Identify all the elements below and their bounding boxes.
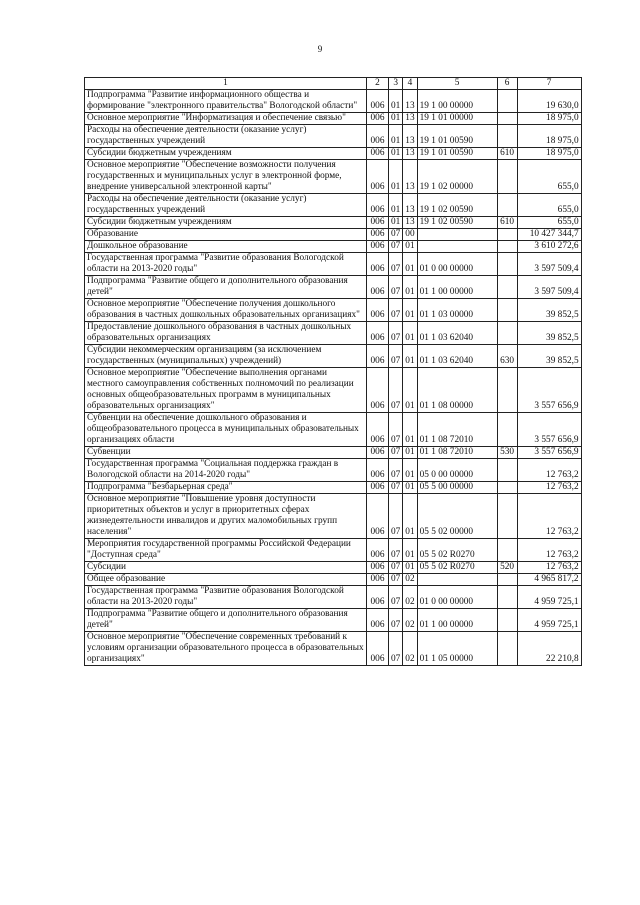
row-target-article: 19 1 02 00590 xyxy=(417,217,497,229)
row-ministry-code: 006 xyxy=(367,113,389,125)
row-amount: 22 210,8 xyxy=(517,632,581,666)
row-subsection-code: 13 xyxy=(403,113,417,125)
row-target-article: 05 5 00 00000 xyxy=(417,482,497,494)
row-target-article: 19 1 02 00590 xyxy=(417,194,497,217)
row-section-code: 07 xyxy=(389,229,403,241)
row-expense-type xyxy=(497,609,517,632)
row-expense-type xyxy=(497,586,517,609)
row-expense-type xyxy=(497,322,517,345)
row-name: Предоставление дошкольного образования в частных дошкольных образовательных организациях xyxy=(85,322,367,345)
row-target-article: 01 0 00 00000 xyxy=(417,253,497,276)
row-target-article: 19 1 00 00000 xyxy=(417,90,497,113)
table-row xyxy=(85,322,582,345)
row-ministry-code: 006 xyxy=(367,562,389,574)
row-expense-type xyxy=(497,229,517,241)
row-target-article: 05 0 00 00000 xyxy=(417,459,497,482)
row-name: Государственная программа "Развитие образования Вологодской области на 2013-2020 годы" xyxy=(85,253,367,276)
table-row xyxy=(85,562,582,574)
row-expense-type: 530 xyxy=(497,447,517,459)
row-subsection-code: 01 xyxy=(403,494,417,539)
table-row xyxy=(85,368,582,413)
row-section-code: 07 xyxy=(389,322,403,345)
row-expense-type: 610 xyxy=(497,148,517,160)
row-name: Основное мероприятие "Обеспечение выполнения органами местного самоуправления собственных полномочий по реализации основных общеобразовательных программ в муниципальных образовательных организациях" xyxy=(85,368,367,413)
row-section-code: 07 xyxy=(389,241,403,253)
row-target-article: 01 1 08 72010 xyxy=(417,447,497,459)
row-section-code: 07 xyxy=(389,586,403,609)
row-expense-type xyxy=(497,90,517,113)
row-expense-type xyxy=(497,125,517,148)
row-target-article: 01 1 00 00000 xyxy=(417,276,497,299)
row-subsection-code: 01 xyxy=(403,562,417,574)
table-row xyxy=(85,632,582,666)
row-expense-type xyxy=(497,632,517,666)
row-ministry-code: 006 xyxy=(367,217,389,229)
budget-table xyxy=(84,77,582,666)
row-target-article: 01 1 00 00000 xyxy=(417,609,497,632)
row-ministry-code: 006 xyxy=(367,160,389,194)
row-name: Субсидии бюджетным учреждениям xyxy=(85,217,367,229)
row-subsection-code: 01 xyxy=(403,413,417,447)
table-row xyxy=(85,125,582,148)
row-ministry-code: 006 xyxy=(367,125,389,148)
row-amount: 18 975,0 xyxy=(517,125,581,148)
row-expense-type xyxy=(497,253,517,276)
row-amount: 3 557 656,9 xyxy=(517,413,581,447)
row-subsection-code: 01 xyxy=(403,299,417,322)
page-number: 9 xyxy=(317,44,323,54)
row-expense-type: 520 xyxy=(497,562,517,574)
table-row xyxy=(85,494,582,539)
row-name: Образование xyxy=(85,229,367,241)
row-expense-type xyxy=(497,276,517,299)
table-row xyxy=(85,574,582,586)
row-amount: 39 852,5 xyxy=(517,299,581,322)
row-name: Основное мероприятие "Обеспечение возможности получения государственных и муниципальных услуг в электронной форме, внедрение универсальной электронной карты" xyxy=(85,160,367,194)
row-amount: 3 557 656,9 xyxy=(517,447,581,459)
row-name: Субсидии xyxy=(85,562,367,574)
row-section-code: 01 xyxy=(389,217,403,229)
row-amount: 3 597 509,4 xyxy=(517,276,581,299)
row-ministry-code: 006 xyxy=(367,148,389,160)
row-ministry-code: 006 xyxy=(367,494,389,539)
row-ministry-code: 006 xyxy=(367,482,389,494)
row-target-article: 01 1 08 00000 xyxy=(417,368,497,413)
table-row xyxy=(85,539,582,562)
row-section-code: 01 xyxy=(389,194,403,217)
row-ministry-code: 006 xyxy=(367,229,389,241)
row-subsection-code: 13 xyxy=(403,125,417,148)
row-target-article xyxy=(417,229,497,241)
row-target-article: 05 5 02 R0270 xyxy=(417,539,497,562)
row-section-code: 07 xyxy=(389,299,403,322)
row-name: Основное мероприятие "Обеспечение современных требований к условиям организации образовательного процесса в образовательных организациях" xyxy=(85,632,367,666)
row-subsection-code: 01 xyxy=(403,345,417,368)
table-row xyxy=(85,413,582,447)
row-target-article: 01 0 00 00000 xyxy=(417,586,497,609)
row-amount: 655,0 xyxy=(517,160,581,194)
row-ministry-code: 006 xyxy=(367,194,389,217)
row-target-article: 01 1 03 62040 xyxy=(417,322,497,345)
row-ministry-code: 006 xyxy=(367,609,389,632)
row-target-article: 19 1 02 00000 xyxy=(417,160,497,194)
row-subsection-code: 01 xyxy=(403,253,417,276)
row-amount: 12 763,2 xyxy=(517,562,581,574)
row-target-article: 01 1 03 00000 xyxy=(417,299,497,322)
row-name: Подпрограмма "Развитие информационного общества и формирование "электронного правительства" Вологодской области" xyxy=(85,90,367,113)
row-amount: 4 959 725,1 xyxy=(517,609,581,632)
row-section-code: 07 xyxy=(389,345,403,368)
row-amount: 4 965 817,2 xyxy=(517,574,581,586)
row-section-code: 07 xyxy=(389,368,403,413)
table-row xyxy=(85,447,582,459)
row-target-article: 01 1 03 62040 xyxy=(417,345,497,368)
row-ministry-code: 006 xyxy=(367,413,389,447)
column-header: 2 xyxy=(367,78,389,90)
row-subsection-code: 02 xyxy=(403,586,417,609)
row-section-code: 07 xyxy=(389,632,403,666)
row-section-code: 01 xyxy=(389,113,403,125)
row-subsection-code: 02 xyxy=(403,632,417,666)
table-header-row xyxy=(85,78,582,90)
row-target-article: 19 1 01 00000 xyxy=(417,113,497,125)
row-expense-type xyxy=(497,459,517,482)
row-ministry-code: 006 xyxy=(367,632,389,666)
table-row xyxy=(85,229,582,241)
row-name: Основное мероприятие "Повышение уровня доступности приоритетных объектов и услуг в приоритетных сферах жизнедеятельности инвалидов и других маломобильных групп населения" xyxy=(85,494,367,539)
row-amount: 19 630,0 xyxy=(517,90,581,113)
row-amount: 18 975,0 xyxy=(517,148,581,160)
row-expense-type xyxy=(497,160,517,194)
row-ministry-code: 006 xyxy=(367,253,389,276)
row-target-article: 19 1 01 00590 xyxy=(417,125,497,148)
row-subsection-code: 01 xyxy=(403,459,417,482)
row-section-code: 07 xyxy=(389,609,403,632)
table-row xyxy=(85,253,582,276)
table-row xyxy=(85,586,582,609)
row-amount: 4 959 725,1 xyxy=(517,586,581,609)
row-amount: 12 763,2 xyxy=(517,482,581,494)
row-amount: 18 975,0 xyxy=(517,113,581,125)
column-header: 3 xyxy=(389,78,403,90)
table-row xyxy=(85,217,582,229)
row-name: Субвенции xyxy=(85,447,367,459)
row-name: Субсидии некоммерческим организациям (за исключением государственных (муниципальных) учреждений) xyxy=(85,345,367,368)
row-expense-type xyxy=(497,413,517,447)
row-name: Общее образование xyxy=(85,574,367,586)
row-ministry-code: 006 xyxy=(367,574,389,586)
row-name: Государственная программа "Развитие образования Вологодской области на 2013-2020 годы" xyxy=(85,586,367,609)
row-section-code: 07 xyxy=(389,447,403,459)
table-row xyxy=(85,299,582,322)
row-section-code: 07 xyxy=(389,413,403,447)
row-expense-type xyxy=(497,574,517,586)
row-name: Государственная программа "Социальная поддержка граждан в Вологодской области на 2014-2020 годы" xyxy=(85,459,367,482)
row-ministry-code: 006 xyxy=(367,447,389,459)
row-subsection-code: 00 xyxy=(403,229,417,241)
row-name: Дошкольное образование xyxy=(85,241,367,253)
row-amount: 3 597 509,4 xyxy=(517,253,581,276)
row-name: Основное мероприятие "Обеспечение получения дошкольного образования в частных дошкольных образовательных организациях" xyxy=(85,299,367,322)
row-ministry-code: 006 xyxy=(367,368,389,413)
row-amount: 39 852,5 xyxy=(517,345,581,368)
row-name: Субвенции на обеспечение дошкольного образования и общеобразовательного процесса в муниципальных образовательных организациях области xyxy=(85,413,367,447)
row-ministry-code: 006 xyxy=(367,276,389,299)
row-subsection-code: 01 xyxy=(403,447,417,459)
row-subsection-code: 13 xyxy=(403,160,417,194)
row-ministry-code: 006 xyxy=(367,241,389,253)
row-target-article: 01 1 05 00000 xyxy=(417,632,497,666)
row-target-article xyxy=(417,574,497,586)
table-row xyxy=(85,482,582,494)
row-amount: 3 610 272,6 xyxy=(517,241,581,253)
row-name: Подпрограмма "Безбарьерная среда" xyxy=(85,482,367,494)
row-expense-type: 630 xyxy=(497,345,517,368)
column-header: 5 xyxy=(417,78,497,90)
row-target-article: 01 1 08 72010 xyxy=(417,413,497,447)
row-expense-type xyxy=(497,241,517,253)
row-expense-type: 610 xyxy=(497,217,517,229)
row-subsection-code: 01 xyxy=(403,368,417,413)
row-subsection-code: 01 xyxy=(403,482,417,494)
column-header: 4 xyxy=(403,78,417,90)
table-row xyxy=(85,459,582,482)
row-amount: 10 427 344,7 xyxy=(517,229,581,241)
row-name: Расходы на обеспечение деятельности (оказание услуг) государственных учреждений xyxy=(85,194,367,217)
row-name: Подпрограмма "Развитие общего и дополнительного образования детей" xyxy=(85,276,367,299)
row-subsection-code: 13 xyxy=(403,90,417,113)
table-row xyxy=(85,609,582,632)
row-ministry-code: 006 xyxy=(367,299,389,322)
row-section-code: 01 xyxy=(389,148,403,160)
row-section-code: 07 xyxy=(389,253,403,276)
row-name: Основное мероприятие "Информатизация и обеспечение связью" xyxy=(85,113,367,125)
row-name: Подпрограмма "Развитие общего и дополнительного образования детей" xyxy=(85,609,367,632)
row-expense-type xyxy=(497,539,517,562)
row-subsection-code: 01 xyxy=(403,276,417,299)
row-subsection-code: 13 xyxy=(403,194,417,217)
row-subsection-code: 13 xyxy=(403,148,417,160)
row-target-article xyxy=(417,241,497,253)
row-expense-type xyxy=(497,299,517,322)
row-target-article: 05 5 02 R0270 xyxy=(417,562,497,574)
row-name: Мероприятия государственной программы Российской Федерации "Доступная среда" xyxy=(85,539,367,562)
row-target-article: 19 1 01 00590 xyxy=(417,148,497,160)
row-subsection-code: 02 xyxy=(403,609,417,632)
row-section-code: 07 xyxy=(389,482,403,494)
row-amount: 3 557 656,9 xyxy=(517,368,581,413)
row-name: Субсидии бюджетным учреждениям xyxy=(85,148,367,160)
row-subsection-code: 01 xyxy=(403,322,417,345)
row-amount: 655,0 xyxy=(517,217,581,229)
row-ministry-code: 006 xyxy=(367,322,389,345)
row-ministry-code: 006 xyxy=(367,345,389,368)
row-ministry-code: 006 xyxy=(367,539,389,562)
row-amount: 12 763,2 xyxy=(517,494,581,539)
row-section-code: 07 xyxy=(389,276,403,299)
row-section-code: 07 xyxy=(389,574,403,586)
row-amount: 12 763,2 xyxy=(517,539,581,562)
row-subsection-code: 01 xyxy=(403,539,417,562)
row-expense-type xyxy=(497,482,517,494)
row-subsection-code: 01 xyxy=(403,241,417,253)
row-section-code: 01 xyxy=(389,125,403,148)
table-row xyxy=(85,113,582,125)
column-header: 7 xyxy=(517,78,581,90)
table-row xyxy=(85,194,582,217)
row-amount: 655,0 xyxy=(517,194,581,217)
row-section-code: 07 xyxy=(389,494,403,539)
table-row xyxy=(85,241,582,253)
row-expense-type xyxy=(497,194,517,217)
column-header: 6 xyxy=(497,78,517,90)
row-subsection-code: 13 xyxy=(403,217,417,229)
table-row xyxy=(85,148,582,160)
row-amount: 12 763,2 xyxy=(517,459,581,482)
row-section-code: 07 xyxy=(389,562,403,574)
row-section-code: 01 xyxy=(389,160,403,194)
row-section-code: 07 xyxy=(389,459,403,482)
row-section-code: 01 xyxy=(389,90,403,113)
row-expense-type xyxy=(497,494,517,539)
table-row xyxy=(85,160,582,194)
table-row xyxy=(85,276,582,299)
row-ministry-code: 006 xyxy=(367,459,389,482)
row-ministry-code: 006 xyxy=(367,90,389,113)
row-ministry-code: 006 xyxy=(367,586,389,609)
table-row xyxy=(85,90,582,113)
row-expense-type xyxy=(497,113,517,125)
row-section-code: 07 xyxy=(389,539,403,562)
row-amount: 39 852,5 xyxy=(517,322,581,345)
row-name: Расходы на обеспечение деятельности (оказание услуг) государственных учреждений xyxy=(85,125,367,148)
row-expense-type xyxy=(497,368,517,413)
table-row xyxy=(85,345,582,368)
row-subsection-code: 02 xyxy=(403,574,417,586)
row-target-article: 05 5 02 00000 xyxy=(417,494,497,539)
column-header: 1 xyxy=(85,78,367,90)
